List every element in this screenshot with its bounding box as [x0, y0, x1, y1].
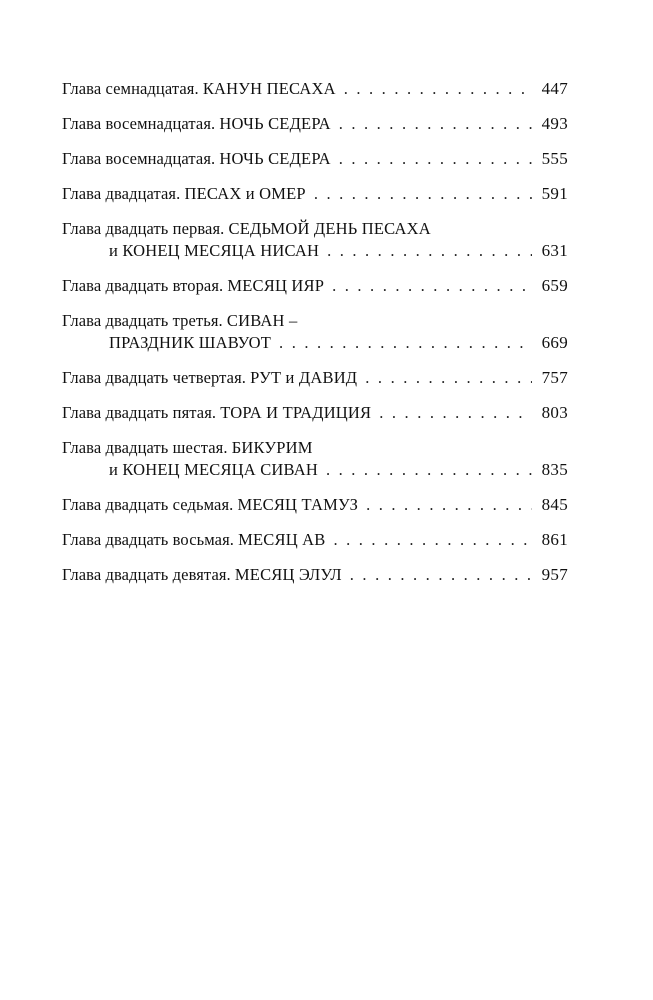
dot-leader [339, 113, 532, 135]
chapter-number: Глава двадцать четвертая. [62, 368, 246, 387]
page-number: 845 [541, 495, 568, 514]
dot-leader [379, 402, 531, 424]
chapter-title: РУТ и ДАВИД [250, 368, 358, 387]
chapter-title: НОЧЬ СЕДЕРА [219, 114, 331, 133]
chapter-title: ПЕСАХ и ОМЕР [184, 184, 306, 203]
chapter-title-continued: ПРАЗДНИК ШАВУОТ [109, 333, 272, 352]
chapter-number: Глава двадцать третья. [62, 311, 223, 330]
chapter-title: МЕСЯЦ АВ [238, 530, 326, 549]
chapter-title: МЕСЯЦ ТАМУЗ [237, 495, 359, 514]
toc-entry[interactable] [62, 310, 568, 354]
dot-leader [350, 564, 532, 586]
toc-entry[interactable] [62, 183, 568, 205]
page-number: 493 [541, 114, 568, 133]
chapter-number: Глава двадцать шестая. [62, 438, 228, 457]
page-number: 447 [541, 79, 568, 98]
chapter-title: КАНУН ПЕСАХА [202, 79, 336, 98]
chapter-number: Глава двадцать седьмая. [62, 495, 234, 514]
page-number: 631 [541, 241, 568, 260]
chapter-title: СИВАН – [226, 311, 298, 330]
chapter-title: МЕСЯЦ ЭЛУЛ [234, 565, 342, 584]
page-number: 555 [541, 149, 568, 168]
dot-leader [326, 459, 532, 481]
chapter-number: Глава семнадцатая. [62, 79, 199, 98]
dot-leader [279, 332, 532, 354]
toc-entry[interactable] [62, 529, 568, 551]
toc-entry[interactable] [62, 148, 568, 170]
toc-entry[interactable] [62, 494, 568, 516]
chapter-number: Глава восемнадцатая. [62, 149, 216, 168]
toc-entry[interactable] [62, 402, 568, 424]
dot-leader [366, 494, 532, 516]
chapter-title: ТОРА И ТРАДИЦИЯ [220, 403, 372, 422]
page-number: 835 [541, 460, 568, 479]
chapter-title: НОЧЬ СЕДЕРА [219, 149, 331, 168]
chapter-title: МЕСЯЦ ИЯР [227, 276, 325, 295]
chapter-number: Глава двадцать пятая. [62, 403, 217, 422]
chapter-title-continued: и КОНЕЦ МЕСЯЦА СИВАН [109, 460, 318, 479]
dot-leader [327, 240, 532, 262]
toc-entry[interactable] [62, 113, 568, 135]
chapter-title-continued: и КОНЕЦ МЕСЯЦА НИСАН [109, 241, 320, 260]
chapter-title: СЕДЬМОЙ ДЕНЬ ПЕСАХА [228, 219, 431, 238]
page-number: 757 [541, 368, 568, 387]
page-number: 957 [541, 565, 568, 584]
chapter-title: БИКУРИМ [231, 438, 313, 457]
page-number: 591 [541, 184, 568, 203]
page-number: 659 [541, 276, 568, 295]
toc-entry[interactable] [62, 275, 568, 297]
toc-entry[interactable] [62, 564, 568, 586]
toc-entry[interactable] [62, 218, 568, 262]
toc-entry[interactable] [62, 367, 568, 389]
chapter-number: Глава двадцатая. [62, 184, 181, 203]
dot-leader [365, 367, 531, 389]
dot-leader [344, 78, 532, 100]
page-number: 861 [541, 530, 568, 549]
page-number: 803 [541, 403, 568, 422]
dot-leader [339, 148, 532, 170]
page-number: 669 [541, 333, 568, 352]
chapter-number: Глава двадцать вторая. [62, 276, 224, 295]
dot-leader [333, 529, 531, 551]
chapter-number: Глава восемнадцатая. [62, 114, 216, 133]
chapter-number: Глава двадцать восьмая. [62, 530, 235, 549]
chapter-number: Глава двадцать девятая. [62, 565, 231, 584]
toc-entry[interactable] [62, 78, 568, 100]
dot-leader [332, 275, 532, 297]
toc-entry[interactable] [62, 437, 568, 481]
dot-leader [314, 183, 532, 205]
chapter-number: Глава двадцать первая. [62, 219, 225, 238]
table-of-contents [62, 78, 568, 586]
